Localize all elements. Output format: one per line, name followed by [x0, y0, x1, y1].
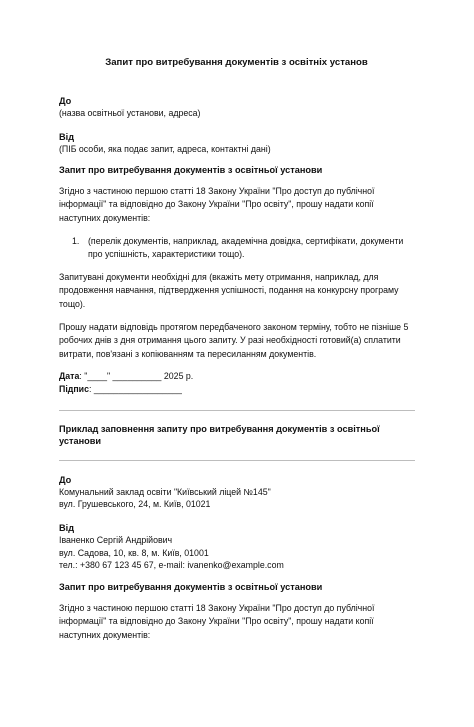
signature-value: : __________________ — [88, 383, 182, 394]
from-value: (ПІБ особи, яка подає запит, адреса, контактні дані) — [59, 144, 271, 155]
example-to-line-2: вул. Грушевського, 24, м. Київ, 01021 — [59, 498, 211, 509]
request-paragraph: Прошу надати відповідь протягом передбаченого законом терміну, тобто не пізніше 5 робочих днів з дня отримання цього запиту. У разі необхідності готовий(а) сплатити витрати, пов'язані з копіюванням та пересиланням документів. — [59, 321, 409, 359]
example-heading: Приклад заповнення запиту про витребування документів з освітньої установи — [59, 423, 380, 446]
list-item-text: (перелік документів, наприклад, академічна довідка, сертифікати, документи про успішність, характеристики тощо). — [88, 235, 404, 260]
document-title: Запит про витребування документів з освітніх установ — [105, 57, 368, 68]
example-from-line-2: вул. Садова, 10, кв. 8, м. Київ, 01001 — [59, 547, 209, 558]
from-label: Від — [59, 132, 75, 143]
example-intro-paragraph: Згідно з частиною першою статті 18 Закону України "Про доступ до публічної інформації" та відповідно до Закону України "Про освіту", прошу надати копії наступних документів: — [59, 602, 375, 640]
signature-row — [59, 383, 414, 396]
example-request-heading: Запит про витребування документів з освітньої установи — [59, 581, 323, 592]
example-from-line-1: Іваненко Сергій Андрійович — [59, 535, 173, 546]
date-value: : "____" __________ 2025 р. — [79, 371, 194, 382]
to-label: До — [59, 96, 72, 106]
document-page — [0, 57, 474, 727]
document-list — [59, 235, 414, 262]
signature-label: Підпис — [59, 383, 89, 394]
example-to-line-1: Комунальний заклад освіти "Київський ліцей №145" — [59, 486, 271, 497]
date-row — [59, 370, 414, 383]
example-section — [59, 423, 414, 643]
intro-paragraph: Згідно з частиною першою статті 18 Закону України "Про доступ до публічної інформації" та відповідно до Закону України "Про освіту", прошу надати копії наступних документів: — [59, 185, 375, 223]
purpose-paragraph: Запитувані документи необхідні для (вкажіть мету отримання, наприклад, для продовження навчання, підтвердження успішності, подання на конкурсну програму тощо). — [59, 271, 399, 309]
example-from-line-3: тел.: +380 67 123 45 67, e-mail: ivanenko@example.com — [59, 560, 284, 571]
request-heading: Запит про витребування документів з освітньої установи — [59, 164, 323, 175]
template-section — [59, 95, 414, 396]
example-to-label: До — [59, 474, 72, 485]
list-item-number: 1. — [72, 235, 80, 246]
section-divider-top — [59, 410, 415, 411]
date-label: Дата — [59, 371, 80, 382]
to-value: (назва освітньої установи, адреса) — [59, 108, 201, 118]
example-from-label: Від — [59, 523, 75, 534]
list-item — [72, 235, 414, 262]
section-divider-bottom — [59, 460, 415, 461]
